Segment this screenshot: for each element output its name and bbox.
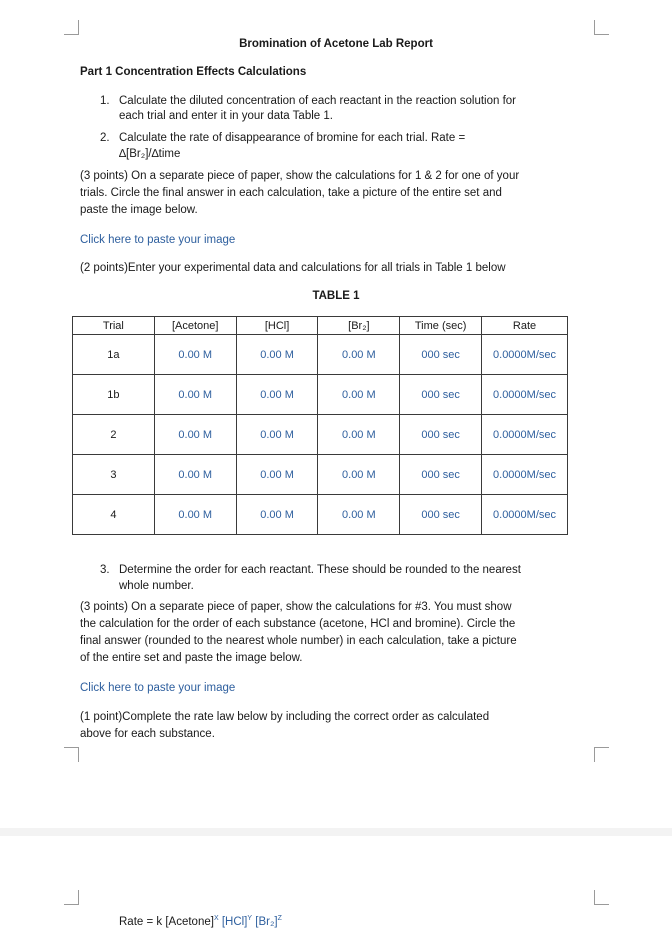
instruction-1-line-1: (3 points) On a separate piece of paper, show the calculations for 1 & 2 for one of your [80,170,520,182]
margin-corner-top-right [594,890,609,905]
item-2-line-1: Calculate the rate of disappearance of bromine for each trial. Rate = [119,132,466,144]
rate-cell[interactable]: 0.0000M/sec [482,495,568,535]
hcl-cell[interactable]: 0.00 M [236,415,318,455]
br2-order-exponent[interactable]: Z [277,915,282,922]
time-cell[interactable]: 000 sec [400,455,482,495]
instruction-1-line-2: trials. Circle the final answer in each calculation, take a picture of the entire set and [80,187,502,199]
data-table [72,316,568,535]
acetone-cell[interactable]: 0.00 M [154,495,236,535]
br2-cell[interactable]: 0.00 M [318,335,400,375]
item-2-line-2: ∆[Br₂]/∆time [119,148,181,160]
header-br2: [Br₂] [318,317,400,335]
header-acetone: [Acetone] [154,317,236,335]
rate-law-br2: [Br₂] [255,915,278,928]
table-row [73,455,568,495]
time-cell[interactable]: 000 sec [400,375,482,415]
trial-cell: 2 [73,415,155,455]
br2-cell[interactable]: 0.00 M [318,455,400,495]
hcl-order-exponent[interactable]: Y [247,915,253,922]
margin-corner-top-left [64,20,79,35]
list-number-3: 3. [100,564,110,576]
instruction-4-line-2: above for each substance. [80,728,215,740]
br2-cell[interactable]: 0.00 M [318,495,400,535]
paste-image-link-2[interactable]: Click here to paste your image [80,682,236,694]
time-cell[interactable]: 000 sec [400,495,482,535]
table-row [73,335,568,375]
rate-law-prefix: Rate = k [Acetone] [119,915,214,928]
br2-cell[interactable]: 0.00 M [318,375,400,415]
header-time: Time (sec) [400,317,482,335]
instruction-3-line-2: the calculation for the order of each substance (acetone, HCl and bromine). Circle the [80,618,516,630]
rate-cell[interactable]: 0.0000M/sec [482,375,568,415]
table-row [73,415,568,455]
acetone-cell[interactable]: 0.00 M [154,415,236,455]
table-row [73,375,568,415]
acetone-cell[interactable]: 0.00 M [154,375,236,415]
document-page-2 [0,836,672,944]
rate-law [119,910,282,931]
document-title: Bromination of Acetone Lab Report [239,38,433,50]
hcl-cell[interactable]: 0.00 M [236,335,318,375]
trial-cell: 1b [73,375,155,415]
hcl-cell[interactable]: 0.00 M [236,495,318,535]
br2-cell[interactable]: 0.00 M [318,415,400,455]
trial-cell: 3 [73,455,155,495]
rate-law-hcl: [HCl] [221,915,248,928]
header-hcl: [HCl] [236,317,318,335]
item-3-line-1: Determine the order for each reactant. These should be rounded to the nearest [119,564,521,576]
acetone-cell[interactable]: 0.00 M [154,335,236,375]
item-1-line-2: each trial and enter it in your data Table 1. [119,110,333,122]
acetone-order-exponent[interactable]: X [213,915,219,922]
instruction-4-line-1: (1 point)Complete the rate law below by including the correct order as calculated [80,711,490,723]
rate-cell[interactable]: 0.0000M/sec [482,455,568,495]
table-title: TABLE 1 [312,290,360,302]
trial-cell: 1a [73,335,155,375]
header-rate: Rate [482,317,568,335]
instruction-3-line-1: (3 points) On a separate piece of paper, show the calculations for #3. You must show [80,601,512,613]
instruction-2: (2 points)Enter your experimental data and calculations for all trials in Table 1 below [80,262,506,274]
header-trial: Trial [73,317,155,335]
rate-cell[interactable]: 0.0000M/sec [482,335,568,375]
time-cell[interactable]: 000 sec [400,415,482,455]
instruction-3-line-4: of the entire set and paste the image below. [80,652,303,664]
paste-image-link-1[interactable]: Click here to paste your image [80,234,236,246]
instruction-1-line-3: paste the image below. [80,204,198,216]
hcl-cell[interactable]: 0.00 M [236,375,318,415]
margin-corner-top-left [64,890,79,905]
table-row [73,495,568,535]
list-number-1: 1. [100,95,110,107]
rate-cell[interactable]: 0.0000M/sec [482,415,568,455]
item-1-line-1: Calculate the diluted concentration of each reactant in the reaction solution for [119,95,516,107]
hcl-cell[interactable]: 0.00 M [236,455,318,495]
time-cell[interactable]: 000 sec [400,335,482,375]
item-3-line-2: whole number. [119,580,194,592]
part-heading: Part 1 Concentration Effects Calculations [80,66,307,78]
instruction-3-line-3: final answer (rounded to the nearest whole number) in each calculation, take a picture [80,635,517,647]
margin-corner-bottom-right [594,747,609,762]
table-header-row [73,317,568,335]
margin-corner-top-right [594,20,609,35]
acetone-cell[interactable]: 0.00 M [154,455,236,495]
trial-cell: 4 [73,495,155,535]
list-number-2: 2. [100,132,110,144]
margin-corner-bottom-left [64,747,79,762]
